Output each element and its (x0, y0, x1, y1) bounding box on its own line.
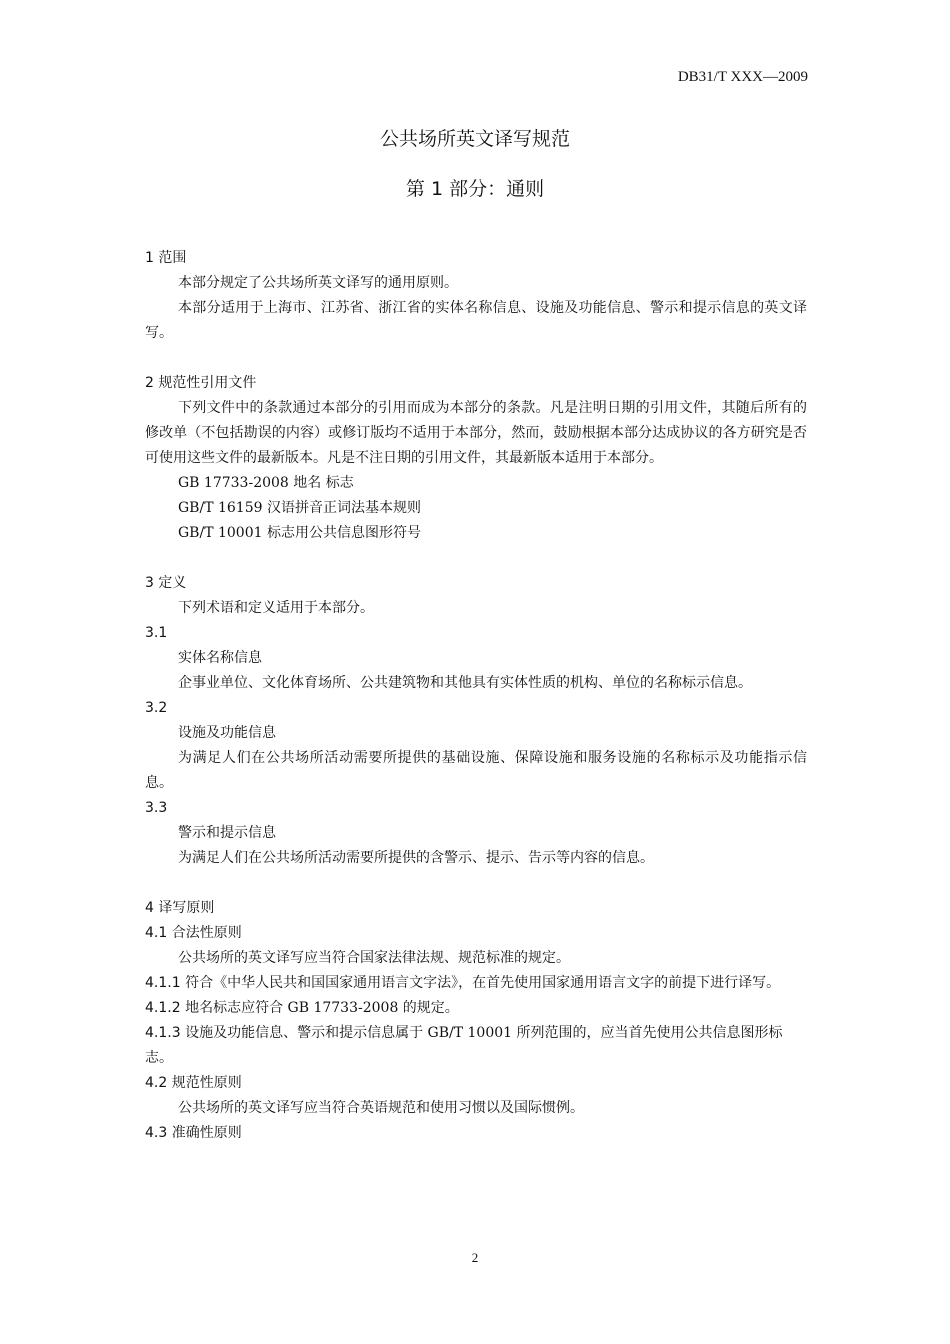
paragraph: 公共场所的英文译写应当符合国家法律法规、规范标准的规定。 (178, 950, 570, 966)
section-1-heading: 1 范围 (145, 250, 187, 266)
clause-text: 设施及功能信息、警示和提示信息属于 GB/T 10001 所列范围的，应当首先使用公共信息图形标志。 (145, 1025, 783, 1066)
definition-number: 3.3 (145, 800, 168, 816)
part-title: 第 1 部分：通则 (405, 178, 545, 200)
reference-item: GB/T 16159 汉语拼音正词法基本规则 (178, 500, 421, 516)
clause-number: 4.1.3 (145, 1025, 181, 1041)
paragraph: 下列术语和定义适用于本部分。 (178, 600, 374, 616)
definition-term: 实体名称信息 (178, 650, 262, 666)
clause (145, 1021, 807, 1071)
section-4-heading: 4 译写原则 (145, 900, 215, 916)
clause-text: 地名标志应符合 GB 17733-2008 的规定。 (185, 1000, 459, 1016)
reference-item: GB/T 10001 标志用公共信息图形符号 (178, 525, 421, 541)
section-2-heading: 2 规范性引用文件 (145, 375, 257, 391)
document-title: 公共场所英文译写规范 (379, 128, 570, 150)
paragraph: 本部分适用于上海市、江苏省、浙江省的实体名称信息、设施及功能信息、警示和提示信息的英文译写。 (145, 300, 807, 341)
definition-text: 为满足人们在公共场所活动需要所提供的含警示、提示、告示等内容的信息。 (178, 850, 654, 866)
reference-item: GB 17733-2008 地名 标志 (178, 475, 354, 491)
page-number: 2 (471, 1250, 479, 1265)
section-3-heading: 3 定义 (145, 575, 187, 591)
definition-text: 为满足人们在公共场所活动需要所提供的基础设施、保障设施和服务设施的名称标示及功能指示信息。 (145, 750, 807, 791)
paragraph: 公共场所的英文译写应当符合英语规范和使用习惯以及国际惯例。 (178, 1100, 584, 1116)
document-code: DB31/T XXX—2009 (677, 69, 808, 85)
definition-term: 警示和提示信息 (178, 825, 276, 841)
definition-number: 3.1 (145, 625, 168, 641)
document-body (145, 246, 807, 1146)
clause-number: 4.1.2 (145, 1000, 181, 1016)
subsection-heading: 4.1 合法性原则 (145, 925, 242, 941)
paragraph: 本部分规定了公共场所英文译写的通用原则。 (178, 275, 458, 291)
clause-text: 符合《中华人民共和国国家通用语言文字法》，在首先使用国家通用语言文字的前提下进行译写。 (185, 975, 781, 991)
clause (145, 971, 807, 996)
definition-text: 企事业单位、文化体育场所、公共建筑物和其他具有实体性质的机构、单位的名称标示信息。 (178, 675, 752, 691)
subsection-heading: 4.3 准确性原则 (145, 1125, 242, 1141)
definition-term: 设施及功能信息 (178, 725, 276, 741)
paragraph: 下列文件中的条款通过本部分的引用而成为本部分的条款。凡是注明日期的引用文件，其随后所有的修改单（不包括勘误的内容）或修订版均不适用于本部分，然而，鼓励根据本部分达成协议的各方研究是否可使用这些文件的最新版本。凡是不注日期的引用文件，其最新版本适用于本部分。 (145, 400, 807, 466)
clause-number: 4.1.1 (145, 975, 181, 991)
subsection-heading: 4.2 规范性原则 (145, 1075, 242, 1091)
definition-number: 3.2 (145, 700, 168, 716)
clause (145, 996, 807, 1021)
